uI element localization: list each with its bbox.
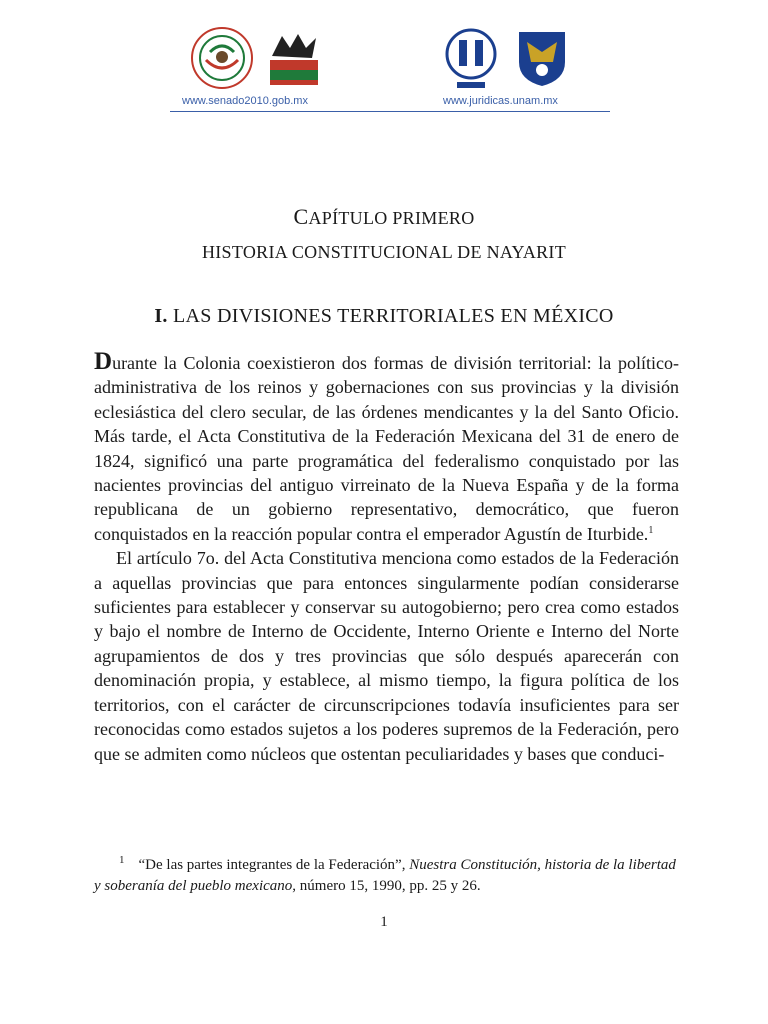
section-title: LAS DIVISIONES TERRITORIALES EN MÉXICO [173, 305, 614, 327]
footnote-tail: , número 15, 1990, pp. 25 y 26. [292, 878, 481, 894]
drop-cap: D [94, 348, 113, 375]
page-number: 1 [380, 914, 388, 930]
footnote-italic-title: Nuestra Constitución, historia de la libertad y soberanía del pueblo mexicano [94, 857, 676, 894]
senado-url[interactable]: www.senado2010.gob.mx [182, 95, 308, 107]
body-text [94, 350, 679, 766]
chapter-subtitle: HISTORIA CONSTITUCIONAL DE NAYARIT [201, 242, 567, 262]
header-divider [170, 111, 610, 112]
unam-shield [515, 28, 569, 88]
paragraph-2: El artículo 7o. del Acta Constitutiva menciona como estados de la Federación a aquellas provincias que para entonces singularmente podían considerarse suficientes para establecer y conservar su autogobierno; pero crea como estados y bajo el nombre de Interno de Occidente, Interno Oriente e Interno del Norte agrupamientos de dos y tres provincias que sólo después aparecerán con denominación propia, y establece, al mismo tiempo, la figura política de los territorios, con el carácter de circunscripciones todavía insuficientes para ser reconocidas como estados sujetos a los poderes supremos de la Federación, pero que se admiten como núcleos que ostentan peculiaridades y bases que conduci- [94, 548, 679, 764]
footnote [94, 855, 679, 897]
iij-unam-logo [443, 28, 499, 90]
section-number: I. [154, 305, 168, 327]
juridicas-url[interactable]: www.juridicas.unam.mx [443, 95, 558, 107]
footnote-reference[interactable]: 1 [648, 524, 654, 536]
paragraph-1-text: urante la Colonia coexistieron dos formas de división territorial: la político-administrativa de los reinos y gobernaciones con sus provincias y la división eclesiástica del clero secular, de las órdenes mendicantes y la del Santo Oficio. Más tarde, el Acta Constitutiva de la Federación Mexicana del 31 de enero de 1824, significó una parte programática del federalismo conquistado por las nacientes provincias del antiguo virreinato de la Nueva España y de la forma republicana de un gobierno representativo, democrático, que fueron conquistados en la reacción popular contra el emperador Agustín de Iturbide. [94, 353, 679, 544]
paragraph-1 [94, 350, 679, 546]
chapter-first-letter: C [293, 204, 309, 229]
chapter-title-rest: APÍTULO PRIMERO [308, 208, 475, 228]
section-heading [0, 305, 768, 328]
bicentenario-logo [264, 30, 324, 90]
footnote-number: 1 [119, 854, 125, 866]
footnote-quote: “De las partes integrantes de la Federación”, [138, 857, 406, 873]
senado-seal [190, 26, 254, 90]
chapter-title [0, 204, 768, 230]
